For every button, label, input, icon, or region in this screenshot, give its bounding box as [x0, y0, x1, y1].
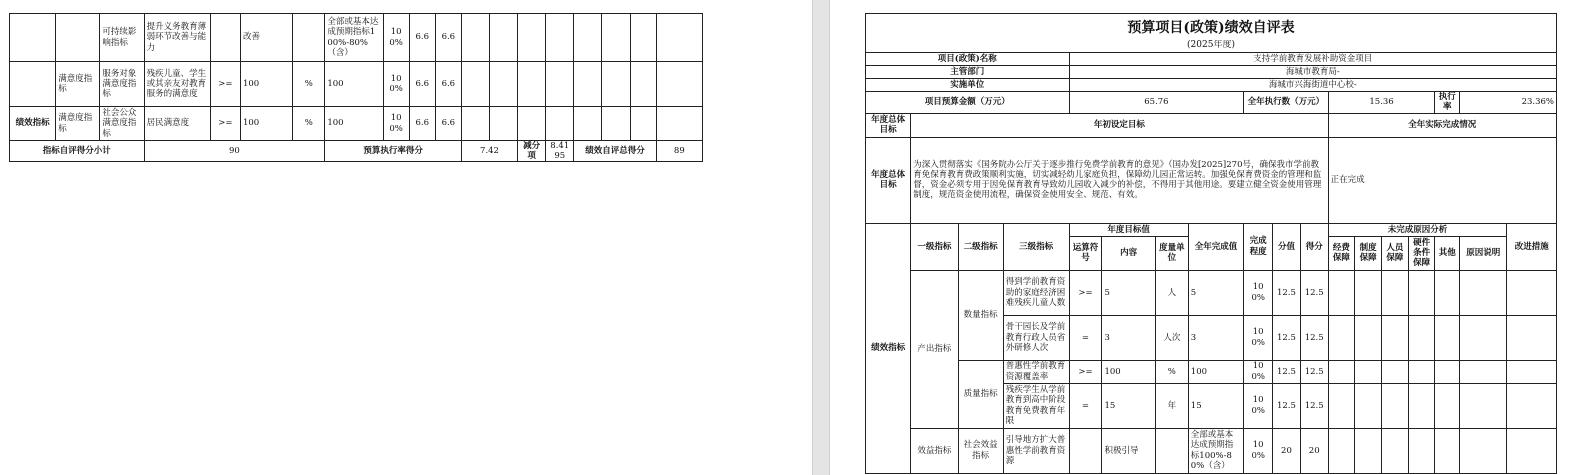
doc-title: 预算项目(政策)绩效自评表 [866, 14, 1557, 40]
header-row: 绩效指标 一级指标 二级指标 三级指标 年度目标值 全年完成值 完成程度 分值 得分 未完成原因分析 改进措施 [866, 223, 1557, 236]
exec-rate-value: 23.36% [1460, 92, 1557, 113]
table-row: 可持续影响指标 提升义务教育薄弱环节改善与能力 改善 全部或基本达成预期指标100%-80%（含） 100% 6.6 6.6 [10, 14, 703, 62]
budget-value: 65.76 [1069, 92, 1244, 113]
l2-cell: 满意度指标 [56, 107, 100, 141]
goal-text: 为深入贯彻落实《国务院办公厅关于逐步推行免费学前教育的意见》（国办发[2025]270号，确保我市学前教育免保育教育费政策顺利实施，切实减轻幼儿家庭负担，保障幼儿园正常运转。加强免保育费资金的管理和监督，资金必须专用于因免保育教育导致幼儿园收入减少的补偿，不得用于其他用途。要建立健全资金使用管理制度，规范资金使用流程，确保资金使用安全、规范、有效。 [911, 137, 1328, 223]
left-table [9, 13, 703, 162]
header-row: 运算符号 内容 度量单位 经费保障 制度保障 人员保障 硬件条件保障 其他 原因说明 [866, 236, 1557, 270]
exec-rate-label: 执行率 [1435, 92, 1460, 113]
goal-year-label: 年初设定目标 [911, 113, 1328, 137]
table-row: 绩效指标 满意度指标 社会公众满意度指标 居民满意度 >= 100 % 100 100% 6.6 6.6 [10, 107, 703, 141]
actual-cell: 全部或基本达成预期指标100%-80%（含） [325, 14, 383, 62]
project-value: 支持学前教育发展补助资金项目 [1069, 53, 1556, 66]
exec-count-label: 全年执行数（万元） [1244, 92, 1328, 113]
total-label: 绩效自评总得分 [574, 141, 656, 162]
deduct-value: 8.4195 [546, 141, 574, 162]
content-cell: 提升义务教育薄弱环节改善与能力 [144, 14, 210, 62]
unit-label: 实施单位 [866, 79, 1070, 92]
page-gap [812, 0, 830, 475]
total-value: 89 [656, 141, 702, 162]
dept-label: 主管部门 [866, 66, 1070, 79]
qty-label: 数量指标 [958, 270, 1003, 360]
output-label: 产出指标 [911, 270, 958, 428]
deduct-label: 减分项 [518, 141, 546, 162]
table-row: 残疾学生从学前教育到高中阶段教育免费教育年限 = 15 年 15 100% 12.5 12.5 [866, 383, 1557, 428]
table-row: 产出指标 数量指标 得到学前教育资助的家庭经济困难残疾儿童人数 >= 5 人 5 100% 12.5 12.5 [866, 270, 1557, 315]
goal-row-label: 年度总体目标 [866, 137, 911, 223]
exec-count-value: 15.36 [1328, 92, 1435, 113]
evaluation-table [865, 13, 1557, 474]
l1-cell: 绩效指标 [10, 107, 56, 141]
budget-label: 项目预算金额（万元） [866, 92, 1070, 113]
subtotal-value: 90 [144, 141, 325, 162]
social-label: 社会效益指标 [958, 428, 1003, 473]
subtotal-label: 指标自评得分小计 [10, 141, 145, 162]
qual-label: 质量指标 [958, 360, 1003, 428]
benefit-label: 效益指标 [911, 428, 958, 473]
goal-done-label: 全年实际完成情况 [1328, 113, 1556, 137]
content-cell: 残疾儿童、学生或其亲友对教育服务的满意度 [144, 62, 210, 107]
goal-header-label: 年度总体目标 [866, 113, 911, 137]
l3-cell: 可持续影响指标 [100, 14, 144, 62]
table-row: 效益指标 社会效益指标 引导地方扩大普惠性学前教育资源 积极引导 全部或基本达成预期指标100%-80%（含） 100% 20 20 [866, 428, 1557, 473]
project-label: 项目(政策)名称 [866, 53, 1070, 66]
l3-cell: 社会公众满意度指标 [100, 107, 144, 141]
right-page [830, 0, 1571, 475]
l2-cell: 满意度指标 [56, 62, 100, 107]
exec-score-value: 7.42 [461, 141, 517, 162]
exec-score-label: 预算执行率得分 [325, 141, 462, 162]
target-cell: 改善 [240, 14, 292, 62]
unit-value: 海城市兴海街道中心校- [1069, 79, 1556, 92]
table-row: 质量指标 普惠性学前教育资源覆盖率 >= 100 % 100 100% 12.5 12.5 [866, 360, 1557, 383]
doc-year: (2025年度) [866, 40, 1557, 53]
summary-row [10, 141, 703, 162]
l3-cell: 服务对象满意度指标 [100, 62, 144, 107]
table-row: 满意度指标 服务对象满意度指标 残疾儿童、学生或其亲友对教育服务的满意度 >= 100 % 100 100% 6.6 6.6 [10, 62, 703, 107]
goal-done-text: 正在完成 [1328, 137, 1556, 223]
content-cell: 居民满意度 [144, 107, 210, 141]
dept-value: 海城市教育局- [1069, 66, 1556, 79]
table-row: 骨干园长及学前教育行政人员省外研修人次 = 3 人次 3 100% 12.5 12.5 [866, 315, 1557, 360]
perf-label: 绩效指标 [866, 223, 911, 473]
